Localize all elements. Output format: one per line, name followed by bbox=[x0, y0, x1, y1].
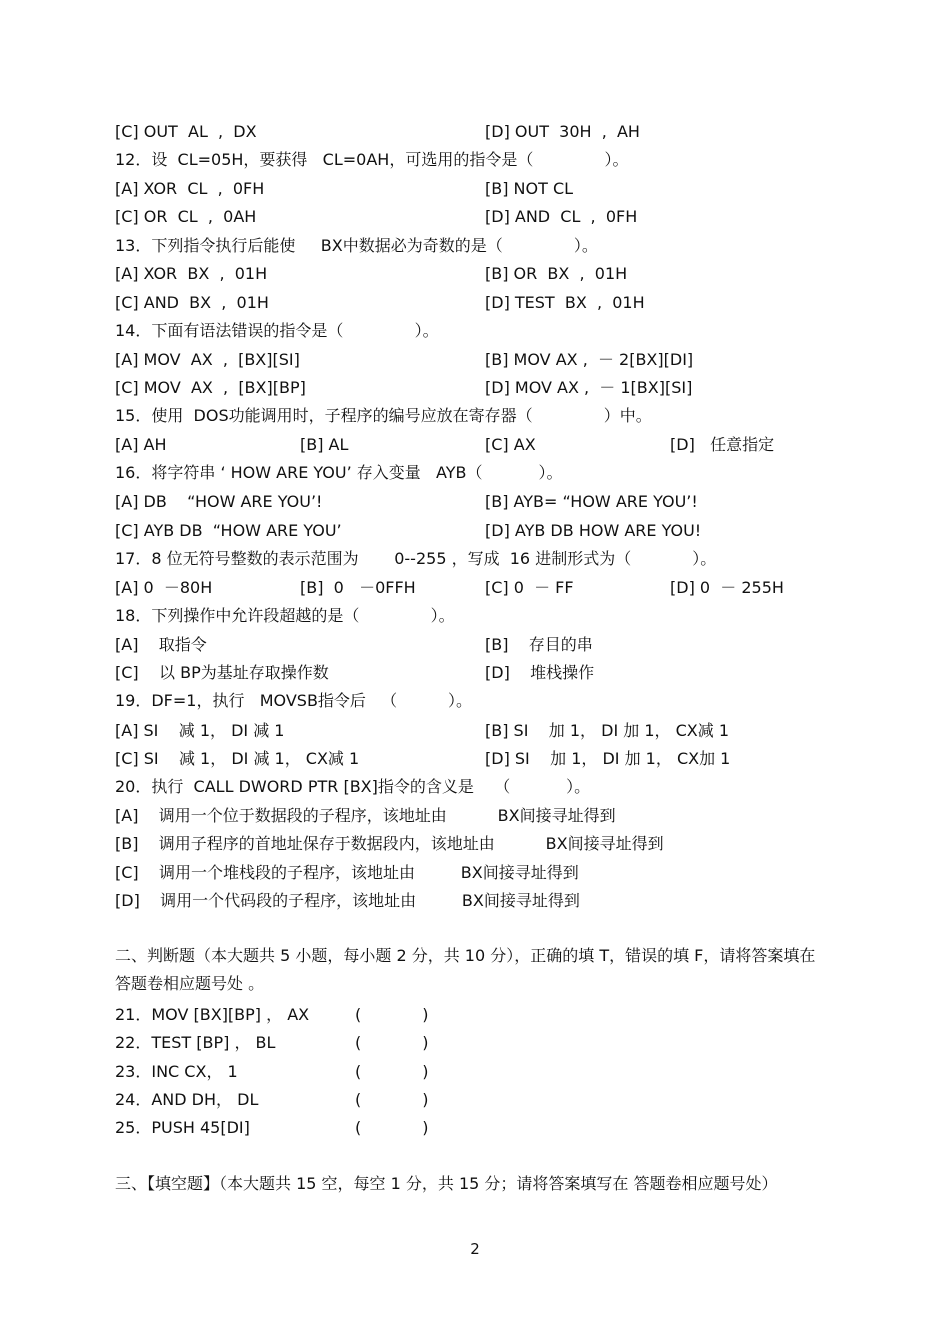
answer-option: [B] MOV AX , － 2[BX][DI] bbox=[485, 350, 694, 369]
answer-option: [D] SI 加 1， DI 加 1， CX加 1 bbox=[485, 749, 731, 768]
answer-option: [A] AH bbox=[115, 435, 167, 454]
question-text: [D] 调用一个代码段的子程序，该地址由 BX间接寻址得到 bbox=[115, 891, 580, 910]
item-text: 23．INC CX， 1 bbox=[115, 1062, 238, 1081]
question-text: 14．下面有语法错误的指令是（ ）。 bbox=[115, 321, 439, 340]
answer-option: [B] 0 －0FFH bbox=[300, 578, 416, 597]
section-3-heading: 三、【填空题】（本大题共 15 空，每空 1 分，共 15 分；请将答案填写在 答题卷相应题号处） bbox=[115, 1174, 778, 1193]
answer-option: [A] 取指令 bbox=[115, 635, 207, 654]
answer-option: [A] SI 减 1， DI 减 1 bbox=[115, 721, 285, 740]
item-text: 24．AND DH， DL bbox=[115, 1090, 259, 1109]
question-text: 20．执行 CALL DWORD PTR [BX]指令的含义是 （ ）。 bbox=[115, 777, 591, 796]
answer-option: [B] OR BX , 01H bbox=[485, 264, 628, 283]
question-text: 16．将字符串 ‘ HOW ARE YOU’ 存入变量 AYB（ ）。 bbox=[115, 463, 563, 482]
true-false-item bbox=[115, 1004, 429, 1026]
answer-option: [B] AL bbox=[300, 435, 349, 454]
question-text: [A] 调用一个位于数据段的子程序，该地址由 BX间接寻址得到 bbox=[115, 806, 616, 825]
answer-blank: ( ) bbox=[355, 1118, 429, 1137]
answer-option: [C] MOV AX , [BX][BP] bbox=[115, 378, 306, 397]
answer-option: [C] 0 － FF bbox=[485, 578, 574, 597]
answer-blank: ( ) bbox=[355, 1062, 429, 1081]
section-2-heading: 二、判断题（本大题共 5 小题，每小题 2 分，共 10 分），正确的填 T，错误的填 F，请将答案填在 答题卷相应题号处 。 bbox=[115, 946, 816, 993]
answer-option: [B] AYB= “HOW ARE YOU’! bbox=[485, 492, 698, 511]
question-text: [C] 调用一个堆栈段的子程序，该地址由 BX间接寻址得到 bbox=[115, 863, 579, 882]
true-false-item bbox=[115, 1061, 429, 1083]
item-text: 22．TEST [BP] ， BL bbox=[115, 1033, 276, 1052]
answer-option: [D] 堆栈操作 bbox=[485, 663, 595, 682]
answer-option: [D] 任意指定 bbox=[670, 435, 775, 454]
answer-blank: ( ) bbox=[355, 1033, 429, 1052]
answer-option: [B] SI 加 1， DI 加 1， CX减 1 bbox=[485, 721, 729, 740]
answer-option: [C] AYB DB “HOW ARE YOU’ bbox=[115, 521, 342, 540]
page-number: 2 bbox=[470, 1240, 480, 1258]
answer-option: [C] AX bbox=[485, 435, 536, 454]
true-false-item bbox=[115, 1032, 429, 1054]
answer-option: [D] 0 － 255H bbox=[670, 578, 784, 597]
true-false-item bbox=[115, 1089, 429, 1111]
answer-option: [A] DB “HOW ARE YOU’! bbox=[115, 492, 323, 511]
question-text: 17．8 位无符号整数的表示范围为 0--255 ，写成 16 进制形式为（ ）。 bbox=[115, 549, 717, 568]
answer-option: [B] 存目的串 bbox=[485, 635, 593, 654]
question-text: 13．下列指令执行后能使 BX中数据必为奇数的是（ ）。 bbox=[115, 236, 598, 255]
item-text: 21．MOV [BX][BP] ， AX bbox=[115, 1005, 310, 1024]
answer-option: [A] XOR BX , 01H bbox=[115, 264, 268, 283]
answer-option: [D] AYB DB HOW ARE YOU! bbox=[485, 521, 702, 540]
question-text: 12．设 CL=05H，要获得 CL=0AH，可选用的指令是（ ）。 bbox=[115, 150, 629, 169]
answer-option: [D] AND CL , 0FH bbox=[485, 207, 638, 226]
true-false-item bbox=[115, 1117, 429, 1139]
question-text: 15．使用 DOS功能调用时，子程序的编号应放在寄存器（ ）中。 bbox=[115, 406, 652, 425]
answer-option: [C] 以 BP为基址存取操作数 bbox=[115, 663, 329, 682]
answer-option: [A] 0 －80H bbox=[115, 578, 213, 597]
answer-option: [D] TEST BX , 01H bbox=[485, 293, 645, 312]
answer-option: [D] OUT 30H , AH bbox=[485, 122, 640, 141]
question-text: [B] 调用子程序的首地址保存于数据段内，该地址由 BX间接寻址得到 bbox=[115, 834, 664, 853]
answer-option: [D] MOV AX , － 1[BX][SI] bbox=[485, 378, 693, 397]
item-text: 25．PUSH 45[DI] bbox=[115, 1118, 250, 1137]
answer-blank: ( ) bbox=[355, 1090, 429, 1109]
answer-option: [B] NOT CL bbox=[485, 179, 574, 198]
answer-option: [A] XOR CL , 0FH bbox=[115, 179, 265, 198]
question-text: 19．DF=1，执行 MOVSB指令后 （ ）。 bbox=[115, 691, 473, 710]
question-text: 18．下列操作中允许段超越的是（ ）。 bbox=[115, 606, 455, 625]
answer-option: [A] MOV AX , [BX][SI] bbox=[115, 350, 300, 369]
answer-option: [C] OR CL , 0AH bbox=[115, 207, 257, 226]
answer-option: [C] OUT AL , DX bbox=[115, 122, 257, 141]
answer-option: [C] SI 减 1， DI 减 1， CX减 1 bbox=[115, 749, 360, 768]
answer-blank: ( ) bbox=[355, 1005, 429, 1024]
answer-option: [C] AND BX , 01H bbox=[115, 293, 269, 312]
